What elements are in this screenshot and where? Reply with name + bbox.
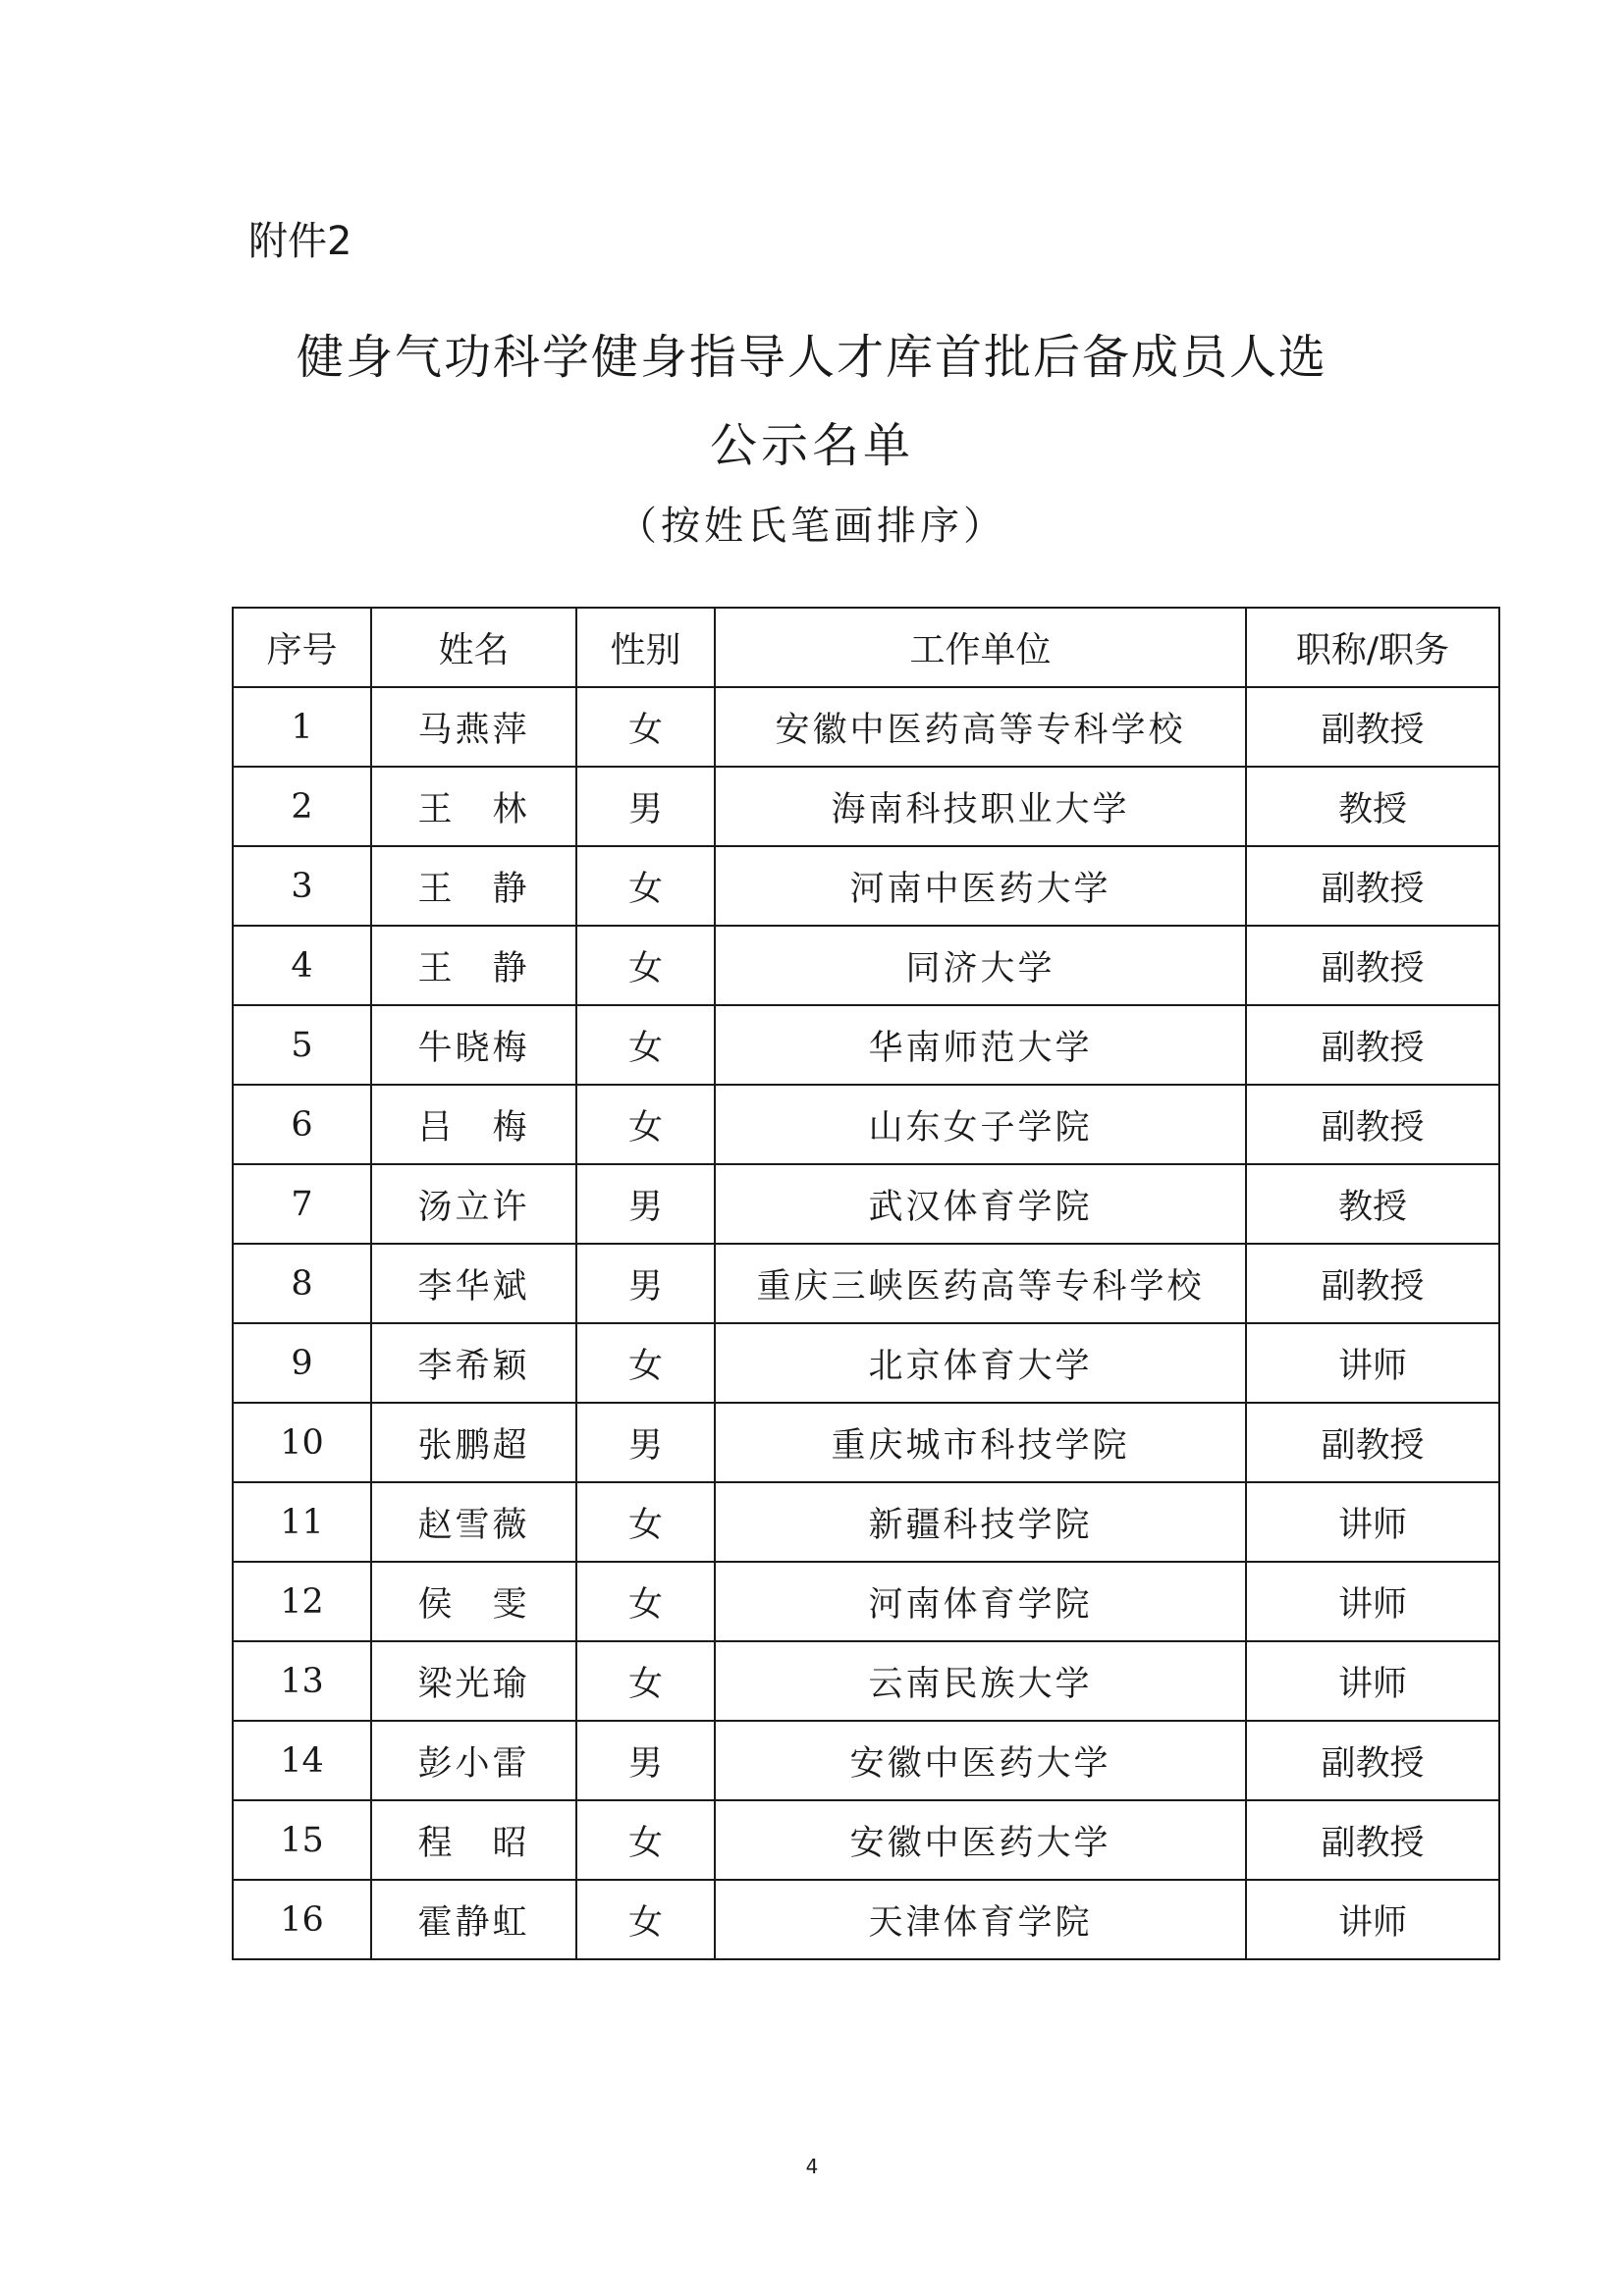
cell-work-unit: 天津体育学院: [715, 1880, 1246, 1959]
header-gender: 性别: [576, 608, 715, 687]
cell-gender: 男: [576, 1721, 715, 1800]
cell-serial-number: 16: [233, 1880, 371, 1959]
header-name: 姓名: [371, 608, 576, 687]
cell-serial-number: 14: [233, 1721, 371, 1800]
cell-gender: 女: [576, 1880, 715, 1959]
cell-gender: 男: [576, 1403, 715, 1482]
cell-work-unit: 武汉体育学院: [715, 1164, 1246, 1244]
cell-serial-number: 6: [233, 1085, 371, 1164]
cell-name: 张鹏超: [371, 1403, 576, 1482]
candidate-table: [232, 607, 1500, 1960]
table-row: [233, 1641, 1499, 1721]
cell-serial-number: 10: [233, 1403, 371, 1482]
cell-gender: 女: [576, 687, 715, 767]
cell-title: 副教授: [1246, 1800, 1499, 1880]
cell-gender: 女: [576, 1005, 715, 1085]
header-title-position: 职称/职务: [1246, 608, 1499, 687]
table-body: [233, 687, 1499, 1959]
table-header-row: [233, 608, 1499, 687]
cell-gender: 女: [576, 1562, 715, 1641]
cell-work-unit: 山东女子学院: [715, 1085, 1246, 1164]
cell-title: 讲师: [1246, 1323, 1499, 1403]
cell-gender: 男: [576, 1244, 715, 1323]
table-row: [233, 1403, 1499, 1482]
table-row: [233, 1721, 1499, 1800]
header-work-unit: 工作单位: [715, 608, 1246, 687]
table-row: [233, 1482, 1499, 1562]
cell-title: 副教授: [1246, 1005, 1499, 1085]
cell-work-unit: 重庆三峡医药高等专科学校: [715, 1244, 1246, 1323]
cell-name: 侯 雯: [371, 1562, 576, 1641]
cell-title: 副教授: [1246, 1085, 1499, 1164]
cell-name: 李华斌: [371, 1244, 576, 1323]
cell-title: 讲师: [1246, 1562, 1499, 1641]
cell-serial-number: 9: [233, 1323, 371, 1403]
cell-name: 霍静虹: [371, 1880, 576, 1959]
cell-name: 王 静: [371, 926, 576, 1005]
cell-serial-number: 3: [233, 846, 371, 926]
table-row: [233, 1005, 1499, 1085]
table-row: [233, 846, 1499, 926]
cell-title: 讲师: [1246, 1641, 1499, 1721]
sort-order-note: （按姓氏笔画排序）: [618, 504, 1006, 549]
cell-name: 马燕萍: [371, 687, 576, 767]
cell-name: 梁光瑜: [371, 1641, 576, 1721]
cell-serial-number: 7: [233, 1164, 371, 1244]
table-row: [233, 1880, 1499, 1959]
cell-work-unit: 安徽中医药高等专科学校: [715, 687, 1246, 767]
attachment-label: 附件2: [248, 219, 352, 264]
cell-serial-number: 13: [233, 1641, 371, 1721]
table-row: [233, 1562, 1499, 1641]
cell-work-unit: 华南师范大学: [715, 1005, 1246, 1085]
cell-serial-number: 12: [233, 1562, 371, 1641]
cell-gender: 女: [576, 1085, 715, 1164]
document-title-line-1: 健身气功科学健身指导人才库首批后备成员人选: [296, 330, 1327, 385]
header-serial-number: 序号: [233, 608, 371, 687]
table-row: [233, 767, 1499, 846]
cell-serial-number: 11: [233, 1482, 371, 1562]
cell-name: 王 静: [371, 846, 576, 926]
cell-name: 王 林: [371, 767, 576, 846]
cell-name: 牛晓梅: [371, 1005, 576, 1085]
cell-gender: 女: [576, 1800, 715, 1880]
cell-work-unit: 云南民族大学: [715, 1641, 1246, 1721]
cell-work-unit: 海南科技职业大学: [715, 767, 1246, 846]
cell-name: 赵雪薇: [371, 1482, 576, 1562]
cell-serial-number: 1: [233, 687, 371, 767]
table-row: [233, 1323, 1499, 1403]
table-row: [233, 926, 1499, 1005]
cell-title: 讲师: [1246, 1880, 1499, 1959]
cell-title: 教授: [1246, 767, 1499, 846]
cell-gender: 男: [576, 767, 715, 846]
table-row: [233, 1085, 1499, 1164]
cell-work-unit: 河南中医药大学: [715, 846, 1246, 926]
table-row: [233, 687, 1499, 767]
cell-gender: 男: [576, 1164, 715, 1244]
cell-work-unit: 安徽中医药大学: [715, 1721, 1246, 1800]
cell-title: 副教授: [1246, 687, 1499, 767]
cell-title: 副教授: [1246, 1403, 1499, 1482]
cell-gender: 女: [576, 926, 715, 1005]
cell-name: 程 昭: [371, 1800, 576, 1880]
cell-title: 教授: [1246, 1164, 1499, 1244]
cell-gender: 女: [576, 846, 715, 926]
cell-title: 副教授: [1246, 926, 1499, 1005]
cell-serial-number: 8: [233, 1244, 371, 1323]
cell-name: 李希颖: [371, 1323, 576, 1403]
cell-gender: 女: [576, 1482, 715, 1562]
cell-title: 讲师: [1246, 1482, 1499, 1562]
table-row: [233, 1164, 1499, 1244]
cell-work-unit: 河南体育学院: [715, 1562, 1246, 1641]
cell-work-unit: 同济大学: [715, 926, 1246, 1005]
cell-work-unit: 北京体育大学: [715, 1323, 1246, 1403]
cell-serial-number: 2: [233, 767, 371, 846]
table-row: [233, 1244, 1499, 1323]
cell-gender: 女: [576, 1641, 715, 1721]
cell-serial-number: 4: [233, 926, 371, 1005]
cell-serial-number: 15: [233, 1800, 371, 1880]
cell-title: 副教授: [1246, 1244, 1499, 1323]
cell-name: 汤立许: [371, 1164, 576, 1244]
document-title-line-2: 公示名单: [709, 418, 914, 473]
cell-work-unit: 重庆城市科技学院: [715, 1403, 1246, 1482]
page-number: 4: [805, 2155, 819, 2178]
cell-title: 副教授: [1246, 846, 1499, 926]
cell-name: 吕 梅: [371, 1085, 576, 1164]
cell-serial-number: 5: [233, 1005, 371, 1085]
cell-work-unit: 新疆科技学院: [715, 1482, 1246, 1562]
cell-name: 彭小雷: [371, 1721, 576, 1800]
table-row: [233, 1800, 1499, 1880]
cell-gender: 女: [576, 1323, 715, 1403]
cell-work-unit: 安徽中医药大学: [715, 1800, 1246, 1880]
cell-title: 副教授: [1246, 1721, 1499, 1800]
